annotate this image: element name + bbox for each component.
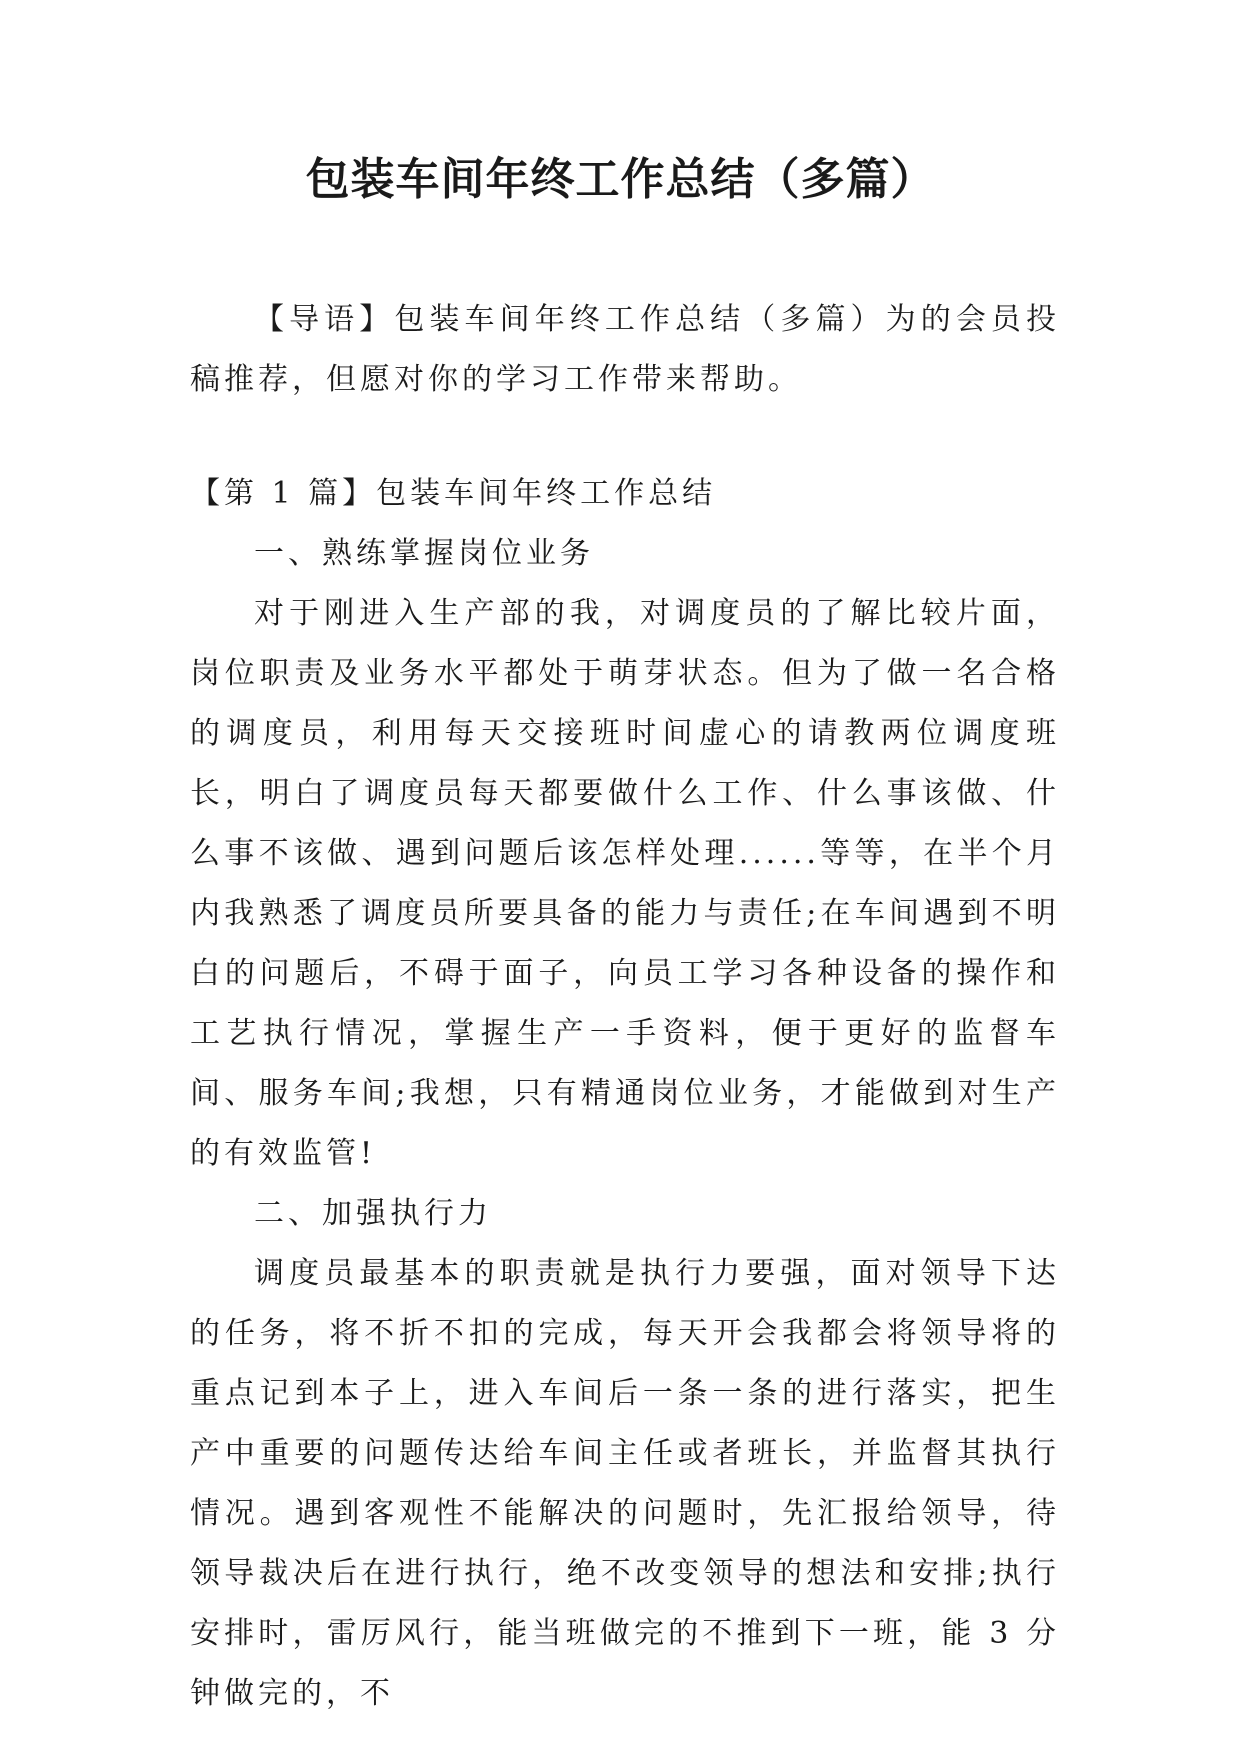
subheading-2: 二、加强执行力 [254, 1196, 492, 1231]
subheading-1: 一、熟练掌握岗位业务 [254, 536, 594, 571]
body-paragraph-1: 对于刚进入生产部的我，对调度员的了解比较片面，岗位职责及业务水平都处于萌芽状态。但为了做一名合格的调度员，利用每天交接班时间虚心的请教两位调度班长，明白了调度员每天都要做什么工作、什么事该做、什么事不该做、遇到问题后该怎样处理......等等，在半个月内我熟悉了调度员所要具备的能力与责任;在车间遇到不明白的问题后，不碍于面子，向员工学习各种设备的操作和工艺执行情况，掌握生产一手资料，便于更好的监督车间、服务车间;我想，只有精通岗位业务，才能做到对生产的有效监管! [190, 596, 1060, 1171]
document-body [190, 464, 1060, 1724]
document-title: 包装车间年终工作总结（多篇） [305, 154, 936, 205]
intro-paragraph: 【导语】包装车间年终工作总结（多篇）为的会员投稿推荐，但愿对你的学习工作带来帮助。 [190, 302, 1060, 397]
body-paragraph-2: 调度员最基本的职责就是执行力要强，面对领导下达的任务，将不折不扣的完成，每天开会我都会将领导将的重点记到本子上，进入车间后一条一条的进行落实，把生产中重要的问题传达给车间主任或者班长，并监督其执行情况。遇到客观性不能解决的问题时，先汇报给领导，待领导裁决后在进行执行，绝不改变领导的想法和安排;执行安排时，雷厉风行，能当班做完的不推到下一班，能 3 分钟做完的，不 [190, 1256, 1060, 1711]
section-heading: 【第 1 篇】包装车间年终工作总结 [190, 476, 717, 511]
